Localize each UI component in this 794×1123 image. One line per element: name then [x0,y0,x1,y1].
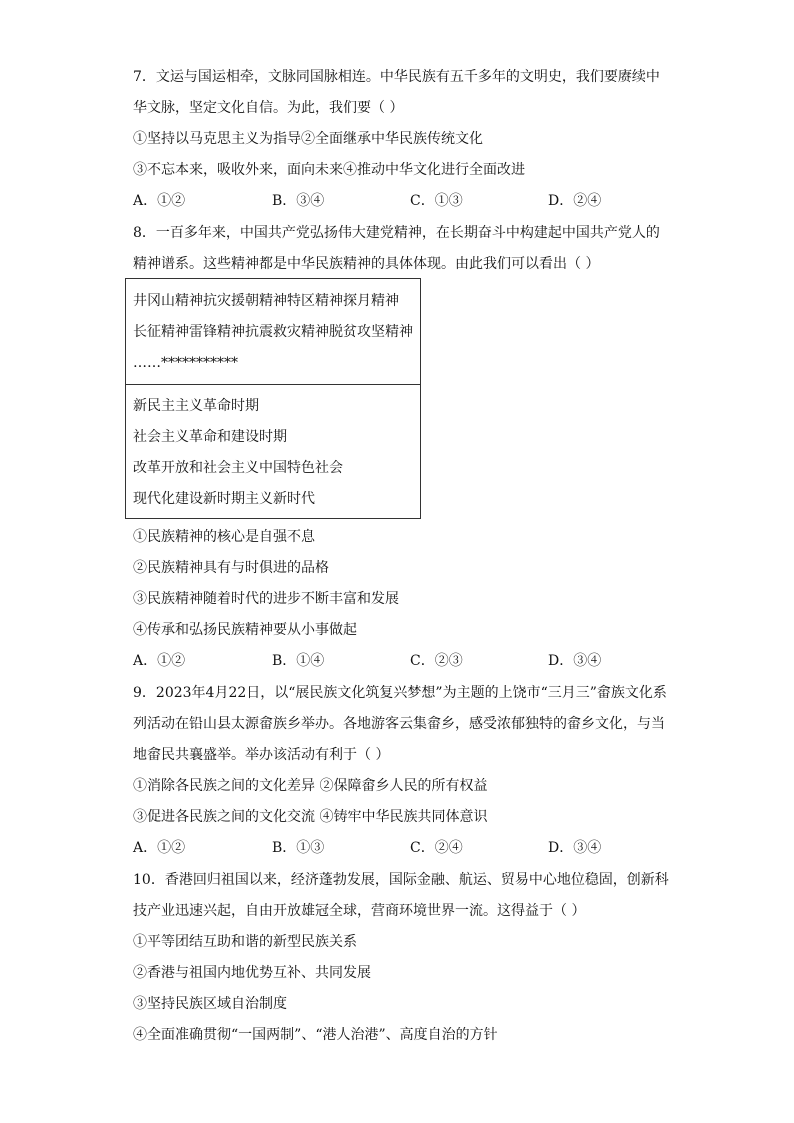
q8-option-c[interactable]: C．②③ [410,653,463,669]
q8-statement-1: ①民族精神的核心是自强不息 [133,529,315,545]
q9-option-a[interactable]: A．①② [133,840,186,856]
q7-option-c[interactable]: C．①③ [410,193,463,209]
q8-table-top-row: 井冈山精神抗灾援朝精神特区精神探月精神 [133,293,399,309]
q8-table-bottom-row: 新民主主义革命时期 [133,398,259,414]
q8-table-top-row: ……*********** [133,355,238,371]
q8-table-bottom-row: 现代化建设新时期主义新时代 [133,491,315,507]
q8-statement-3: ③民族精神随着时代的进步不断丰富和发展 [133,591,399,607]
q10-statement-1: ①平等团结互助和谐的新型民族关系 [133,934,357,950]
q9-stem-line2: 列活动在铅山县太源畲族乡举办。各地游客云集畲乡，感受浓郁独特的畲乡文化，与当 [133,716,665,732]
q8-statement-2: ②民族精神具有与时俱进的品格 [133,560,329,576]
q9-statements-3-4: ③促进各民族之间的文化交流 ④铸牢中华民族共同体意识 [133,809,488,825]
q8-table-bottom-row: 改革开放和社会主义中国特色社会 [133,460,343,476]
q9-option-b[interactable]: B．①③ [272,840,325,856]
q9-statements-1-2: ①消除各民族之间的文化差异 ②保障畲乡人民的所有权益 [133,778,488,794]
q8-table-top-row: 长征精神雷锋精神抗震救灾精神脱贫攻坚精神 [133,324,413,340]
q7-option-b[interactable]: B．③④ [272,193,325,209]
q9-options [133,839,633,857]
q7-statements-3-4: ③不忘本来，吸收外来，面向未来④推动中华文化进行全面改进 [133,162,525,178]
q8-spirit-table [125,278,421,519]
q8-stem-line1: 8．一百多年来，中国共产党弘扬伟大建党精神，在长期奋斗中构建起中国共产党人的 [133,225,660,241]
q7-statements-1-2: ①坚持以马克思主义为指导②全面继承中华民族传统文化 [133,131,483,147]
q8-options [133,652,633,670]
q10-statement-2: ②香港与祖国内地优势互补、共同发展 [133,965,371,981]
q9-option-c[interactable]: C．②④ [410,840,463,856]
q9-stem-line3: 地畲民共襄盛举。举办该活动有利于（ ） [133,747,390,763]
q8-option-b[interactable]: B．①④ [272,653,325,669]
q7-option-d[interactable]: D．②④ [548,193,602,209]
q7-stem-line1: 7．文运与国运相牵，文脉同国脉相连。中华民族有五千多年的文明史，我们要赓续中 [133,69,660,85]
q8-statement-4: ④传承和弘扬民族精神要从小事做起 [133,622,357,638]
q7-option-a[interactable]: A．①② [133,193,186,209]
q8-stem-line2: 精神谱系。这些精神都是中华民族精神的具体体现。由此我们可以看出（ ） [133,256,600,272]
q8-table-divider [126,384,420,385]
q9-option-d[interactable]: D．③④ [548,840,602,856]
q8-option-d[interactable]: D．③④ [548,653,602,669]
q10-statement-4: ④全面准确贯彻“一国两制”、“港人治港”、高度自治的方针 [133,1027,498,1043]
q7-stem-line2: 华文脉，坚定文化自信。为此，我们要（ ） [133,100,404,116]
q9-stem-line1: 9．2023年4月22日，以“展民族文化筑复兴梦想”为主题的上饶市“三月三”畲族文化系 [133,685,667,701]
q8-option-a[interactable]: A．①② [133,653,186,669]
q10-statement-3: ③坚持民族区域自治制度 [133,996,287,1012]
q8-table-bottom-row: 社会主义革命和建设时期 [133,429,287,445]
q10-stem-line2: 技产业迅速兴起，自由开放雄冠全球，营商环境世界一流。这得益于（ ） [133,903,586,919]
q10-stem-line1: 10．香港回归祖国以来，经济蓬勃发展，国际金融、航运、贸易中心地位稳固，创新科 [133,872,669,888]
q7-options [133,192,633,210]
